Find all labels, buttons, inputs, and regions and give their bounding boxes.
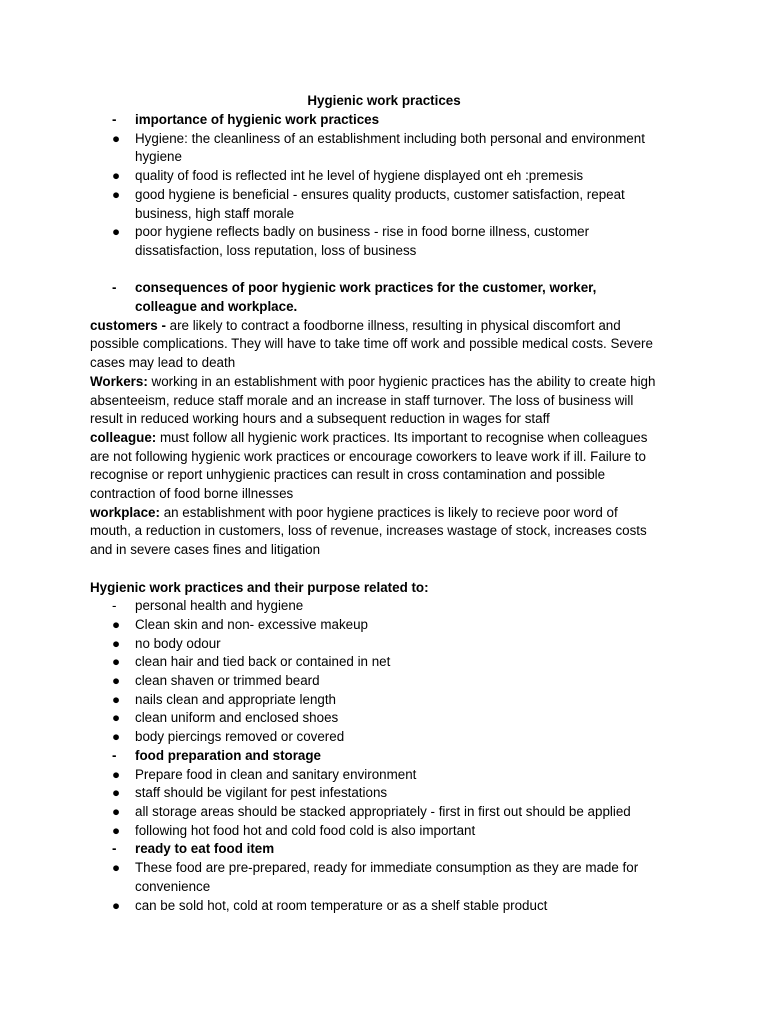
list-item: ● no body odour bbox=[90, 635, 685, 654]
list-item: ● clean shaven or trimmed beard bbox=[90, 672, 685, 691]
list-item: ● Prepare food in clean and sanitary environment bbox=[90, 766, 685, 785]
paragraph-workplace: workplace: an establishment with poor hygiene practices is likely to recieve poor word of mouth, a reduction in customers, loss of revenue, increases wastage of stock, increases costs and in severe cases fines and litigation bbox=[90, 504, 647, 558]
list-item: ● Clean skin and non- excessive makeup bbox=[90, 616, 685, 635]
list-item: ● can be sold hot, cold at room temperature or as a shelf stable product bbox=[90, 897, 685, 916]
list-item: ● all storage areas should be stacked appropriately - first in first out should be applied bbox=[90, 803, 685, 822]
subheading-item: - ready to eat food item bbox=[90, 840, 685, 859]
paragraph-colleague: colleague: must follow all hygienic work practices. Its important to recognise when colleagues are not following hygienic work practices or encourage coworkers to leave work if ill. Failure to recognise or report unhygienic practices can result in cross contamination and possible contraction of food borne illnesses bbox=[90, 429, 648, 502]
spacer bbox=[90, 560, 685, 579]
bullet-marker: ● bbox=[112, 803, 121, 819]
list-item: ● staff should be vigilant for pest infestations bbox=[90, 784, 685, 803]
list-item: ● poor hygiene reflects badly on business - rise in food borne illness, customer dissatisfaction, loss reputation, loss of business bbox=[112, 224, 590, 258]
bullet-marker: ● bbox=[112, 710, 121, 726]
paragraph-label: customers - bbox=[90, 317, 170, 333]
document-body bbox=[90, 111, 685, 915]
list-item: ● quality of food is reflected int he level of hygiene displayed ont eh :premesis bbox=[90, 167, 685, 186]
dash-marker: - bbox=[112, 112, 117, 127]
bullet-marker: ● bbox=[112, 616, 121, 632]
section-heading-consequences: - consequences of poor hygienic work practices for the customer, worker, colleague and workplace. bbox=[112, 280, 597, 315]
bullet-marker: ● bbox=[112, 224, 121, 240]
bullet-marker: ● bbox=[112, 897, 121, 913]
section-heading-importance: - importance of hygienic work practices bbox=[90, 111, 685, 130]
list-item: ● clean uniform and enclosed shoes bbox=[90, 709, 685, 728]
dash-marker: - bbox=[112, 598, 117, 614]
list-item: ● Hygiene: the cleanliness of an establishment including both personal and environment hygiene bbox=[112, 130, 645, 165]
paragraph-label: workplace: bbox=[90, 504, 164, 520]
bullet-marker: ● bbox=[112, 635, 121, 651]
list-item: ● These food are pre-prepared, ready for immediate consumption as they are made for convenience bbox=[112, 860, 639, 894]
bullet-marker: ● bbox=[112, 785, 121, 801]
bullet-marker: ● bbox=[112, 691, 121, 707]
dash-marker: - bbox=[112, 280, 117, 296]
list-item: ● good hygiene is beneficial - ensures quality products, customer satisfaction, repeat business, high staff morale bbox=[112, 186, 625, 221]
subheading-item: - food preparation and storage bbox=[90, 747, 685, 766]
list-item: ● body piercings removed or covered bbox=[90, 728, 685, 747]
paragraph-workers: Workers: working in an establishment with poor hygienic practices has the ability to create high absenteeism, reduce staff morale and an increase in staff turnover. The loss of business will result in reduced working hours and a subsequent reduction in wages for staff bbox=[90, 373, 656, 427]
bullet-marker: ● bbox=[112, 168, 121, 184]
section-heading-purpose: Hygienic work practices and their purpose related to: bbox=[90, 579, 429, 595]
bullet-marker: ● bbox=[112, 766, 121, 782]
paragraph-label: colleague: bbox=[90, 429, 160, 445]
importance-bullet-list bbox=[90, 130, 685, 261]
purpose-list bbox=[90, 597, 685, 915]
page-title: Hygienic work practices bbox=[307, 93, 461, 108]
paragraph-label: Workers: bbox=[90, 373, 152, 389]
dash-marker: - bbox=[112, 747, 117, 763]
list-item: ● clean hair and tied back or contained in net bbox=[90, 653, 685, 672]
bullet-marker: ● bbox=[112, 729, 121, 745]
paragraph-customers: customers - are likely to contract a foodborne illness, resulting in physical discomfort and possible complications. They will have to take time off work and possible medical costs. Severe cases may lead to death bbox=[90, 317, 653, 371]
bullet-marker: ● bbox=[112, 822, 121, 838]
list-item: ● following hot food hot and cold food cold is also important bbox=[90, 822, 685, 841]
bullet-marker: ● bbox=[112, 654, 121, 670]
subheading-item: - personal health and hygiene bbox=[90, 597, 685, 616]
dash-marker: - bbox=[112, 841, 117, 857]
list-item: ● nails clean and appropriate length bbox=[90, 691, 685, 710]
bullet-marker: ● bbox=[112, 860, 121, 876]
bullet-marker: ● bbox=[112, 130, 121, 146]
bullet-marker: ● bbox=[112, 673, 121, 689]
bullet-marker: ● bbox=[112, 186, 121, 202]
spacer bbox=[90, 261, 685, 280]
